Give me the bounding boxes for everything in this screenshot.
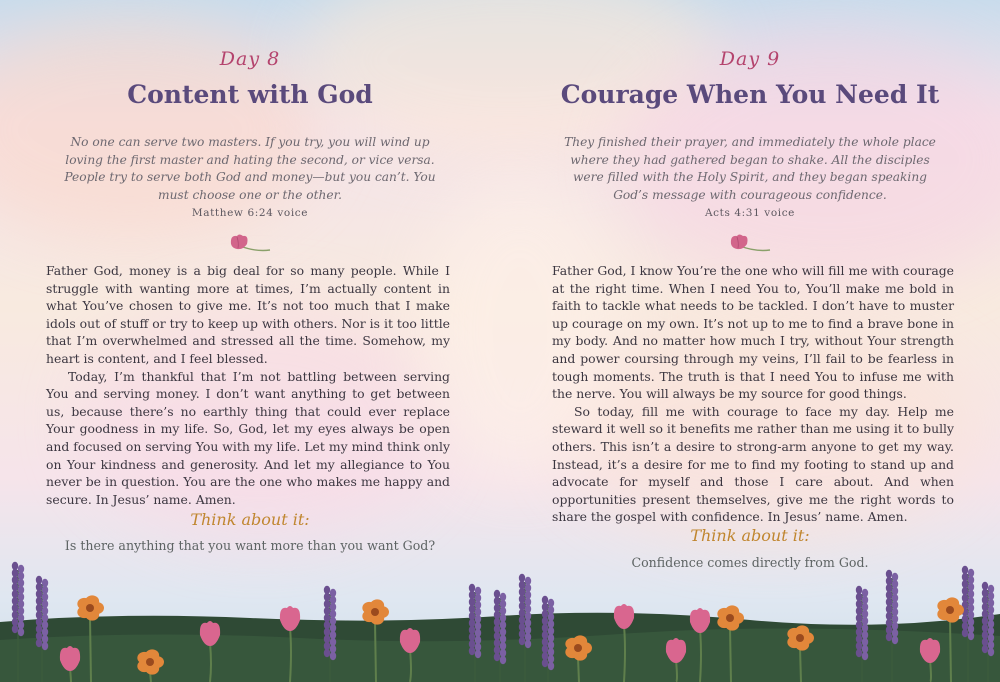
verse-text: They finished their prayer, and immediately the whole place where they had gathered began to shake. All the disciples were filled with the Holy Spirit, and they began speaking God’s message with courageous confidence.: [564, 135, 936, 202]
verse-text: No one can serve two masters. If you try, you will wind up loving the first master and hating the second, or vice versa. People try to serve both God and money—but you can’t. You must choose one or the other.: [64, 135, 436, 202]
prayer-paragraph: Today, I’m thankful that I’m not battling between serving You and serving money. I don’t want anything to get between us, because there’s no earthly thing that could ever replace Your goodness in my life. So, God, let my eyes always be open and focused on serving You with my life. Let my mind think only on Your kindness and generosity. And let my allegiance to You never be in question. You are the one who makes me happy and secure. In Jesus’ name. Amen.: [46, 368, 450, 507]
prayer-paragraph: Father God, I know You’re the one who will fill me with courage at the right time. When I need You to, You’ll make me bold in faith to tackle what needs to be tackled. I don’t have to muster up courage on my own. It’s not up to me to find a brave bone in my body. And no matter how much I try, without Your strength and power coursing through my veins, I’ll fail to be fearless in tough moments. The truth is that I need You to infuse me with the nerve. You will always be my source for good things.: [552, 263, 954, 402]
page-title: Courage When You Need It: [560, 80, 940, 109]
page-title: Content with God: [127, 80, 373, 109]
verse-reference: Matthew 6:24 voice: [191, 207, 309, 219]
think-about-it-heading: Think about it:: [190, 510, 310, 529]
reflection-statement: Confidence comes directly from God.: [631, 555, 869, 570]
scripture-quote: [60, 134, 440, 223]
verse-reference: Acts 4:31 voice: [704, 207, 796, 219]
prayer-paragraph: Father God, money is a big deal for so many people. While I struggle with wanting more at times, I’m actually content in what You’ve chosen to give me. It’s not too much that I make idols out of stuff or try to keep up with others. Nor is it too little that I’m overwhelmed and stressed all the time. Somehow, my heart is content, and I feel blessed.: [46, 263, 450, 366]
prayer-body: [46, 262, 450, 508]
prayer-body: [552, 262, 954, 526]
day-label: Day 9: [719, 48, 781, 70]
prayer-paragraph: So today, fill me with courage to face my day. Help me steward it well so it benefits me rather than me using it to bully others. This isn’t a desire to strong-arm anyone to get my way. Instead, it’s a desire for me to find my footing to stand up and advocate for myself and those I care about. And when opportunities present themselves, give me the right words to share the gospel with confidence. In Jesus’ name. Amen.: [552, 403, 954, 525]
scripture-quote: [560, 134, 940, 223]
tulip-icon: [726, 232, 772, 256]
flower-meadow-illustration: [0, 560, 1000, 682]
day-label: Day 8: [219, 48, 281, 70]
reflection-question: Is there anything that you want more than you want God?: [64, 538, 436, 553]
think-about-it-heading: Think about it:: [690, 526, 810, 545]
tulip-icon: [226, 232, 272, 256]
